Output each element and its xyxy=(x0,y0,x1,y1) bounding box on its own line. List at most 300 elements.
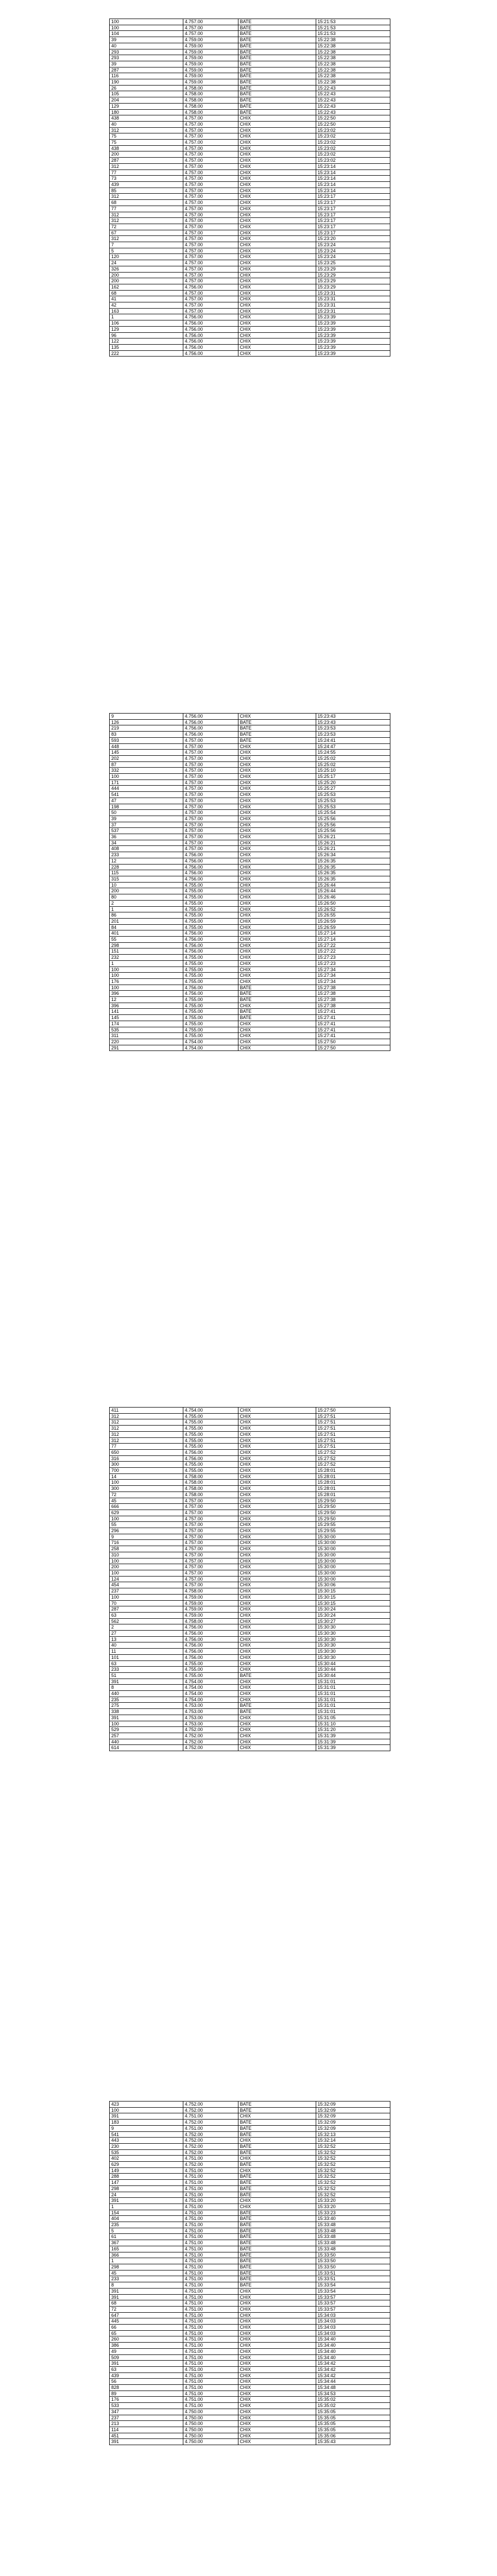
quantity-cell: 65 xyxy=(110,2330,183,2336)
table-row xyxy=(110,1015,390,1021)
venue-cell: CHIX xyxy=(238,858,316,864)
quantity-cell: 72 xyxy=(110,2306,183,2312)
table-row xyxy=(110,2210,390,2216)
venue-cell: CHIX xyxy=(238,272,316,278)
time-cell: 15:33:40 xyxy=(316,2216,390,2222)
venue-cell: CHIX xyxy=(238,296,316,302)
price-cell: 4.758.00 xyxy=(183,1486,238,1492)
venue-cell: CHIX xyxy=(238,260,316,266)
quantity-cell: 55 xyxy=(110,1522,183,1528)
table-row xyxy=(110,344,390,350)
quantity-cell: 287 xyxy=(110,1606,183,1613)
time-cell: 15:25:27 xyxy=(316,786,390,792)
table-row xyxy=(110,55,390,61)
time-cell: 15:24:41 xyxy=(316,737,390,743)
price-cell: 4.757.00 xyxy=(183,1498,238,1504)
quantity-cell: 116 xyxy=(110,73,183,79)
venue-cell: CHIX xyxy=(238,1691,316,1697)
quantity-cell: 162 xyxy=(110,284,183,290)
table-row xyxy=(110,2288,390,2294)
venue-cell: CHIX xyxy=(238,2403,316,2409)
table-row xyxy=(110,2102,390,2108)
table-row xyxy=(110,158,390,164)
venue-cell: CHIX xyxy=(238,1449,316,1455)
time-cell: 15:23:29 xyxy=(316,284,390,290)
venue-cell: CHIX xyxy=(238,888,316,894)
table-row xyxy=(110,1480,390,1486)
venue-cell: CHIX xyxy=(238,1419,316,1426)
quantity-cell: 298 xyxy=(110,942,183,948)
venue-cell: CHIX xyxy=(238,1679,316,1685)
price-cell: 4.758.00 xyxy=(183,109,238,115)
table-row xyxy=(110,2252,390,2258)
quantity-cell: 100 xyxy=(110,973,183,979)
time-cell: 15:33:54 xyxy=(316,2288,390,2294)
quantity-cell: 257 xyxy=(110,1733,183,1739)
price-cell: 4.757.00 xyxy=(183,737,238,743)
table-row xyxy=(110,290,390,296)
time-cell: 15:32:52 xyxy=(316,2143,390,2149)
table-row xyxy=(110,230,390,236)
table-row xyxy=(110,1642,390,1649)
quantity-cell: 104 xyxy=(110,31,183,37)
time-cell: 15:23:14 xyxy=(316,181,390,188)
time-cell: 15:23:29 xyxy=(316,278,390,284)
quantity-cell: 42 xyxy=(110,302,183,309)
price-cell: 4.756.00 xyxy=(183,942,238,948)
table-row xyxy=(110,2143,390,2149)
price-cell: 4.751.00 xyxy=(183,2300,238,2307)
time-cell: 15:35:43 xyxy=(316,2439,390,2445)
table-row xyxy=(110,2149,390,2156)
table-row xyxy=(110,743,390,750)
quantity-cell: 39 xyxy=(110,61,183,67)
quantity-cell: 8 xyxy=(110,1685,183,1691)
venue-cell: CHIX xyxy=(238,338,316,345)
table-row xyxy=(110,1672,390,1679)
time-cell: 15:27:41 xyxy=(316,1015,390,1021)
price-cell: 4.757.00 xyxy=(183,278,238,284)
table-row xyxy=(110,714,390,720)
table-row xyxy=(110,2167,390,2174)
table-row xyxy=(110,2348,390,2354)
price-cell: 4.758.00 xyxy=(183,1480,238,1486)
price-cell: 4.751.00 xyxy=(183,2318,238,2325)
time-cell: 15:32:52 xyxy=(316,2167,390,2174)
table-row xyxy=(110,1039,390,1045)
time-cell: 15:32:13 xyxy=(316,2131,390,2138)
time-cell: 15:22:43 xyxy=(316,85,390,91)
quantity-cell: 316 xyxy=(110,1455,183,1462)
time-cell: 15:21:53 xyxy=(316,25,390,31)
venue-cell: CHIX xyxy=(238,1636,316,1642)
venue-cell: BATE xyxy=(238,2174,316,2180)
venue-cell: CHIX xyxy=(238,194,316,200)
venue-cell: CHIX xyxy=(238,2348,316,2354)
table-row xyxy=(110,91,390,97)
venue-cell: CHIX xyxy=(238,955,316,961)
quantity-cell: 100 xyxy=(110,1516,183,1522)
quantity-cell: 232 xyxy=(110,955,183,961)
price-cell: 4.756.00 xyxy=(183,870,238,876)
table-row xyxy=(110,73,390,79)
price-cell: 4.753.00 xyxy=(183,1709,238,1715)
venue-cell: CHIX xyxy=(238,1594,316,1600)
price-cell: 4.753.00 xyxy=(183,1715,238,1721)
venue-cell: CHIX xyxy=(238,145,316,151)
price-cell: 4.756.00 xyxy=(183,858,238,864)
quantity-cell: 100 xyxy=(110,19,183,25)
price-cell: 4.752.00 xyxy=(183,2138,238,2144)
price-cell: 4.756.00 xyxy=(183,320,238,327)
price-cell: 4.756.00 xyxy=(183,284,238,290)
quantity-cell: 80 xyxy=(110,894,183,901)
venue-cell: CHIX xyxy=(238,792,316,798)
price-cell: 4.752.00 xyxy=(183,2149,238,2156)
price-cell: 4.753.00 xyxy=(183,1703,238,1709)
venue-cell: CHIX xyxy=(238,242,316,248)
venue-cell: CHIX xyxy=(238,942,316,948)
time-cell: 15:33:51 xyxy=(316,2276,390,2282)
venue-cell: CHIX xyxy=(238,2391,316,2397)
venue-cell: CHIX xyxy=(238,1045,316,1051)
time-cell: 15:23:17 xyxy=(316,218,390,224)
price-cell: 4.756.00 xyxy=(183,344,238,350)
quantity-cell: 233 xyxy=(110,2276,183,2282)
price-cell: 4.757.00 xyxy=(183,200,238,206)
time-cell: 15:29:50 xyxy=(316,1498,390,1504)
venue-cell: CHIX xyxy=(238,212,316,218)
quantity-cell: 85 xyxy=(110,188,183,194)
venue-cell: CHIX xyxy=(238,2300,316,2307)
time-cell: 15:35:02 xyxy=(316,2403,390,2409)
venue-cell: CHIX xyxy=(238,1473,316,1480)
table-row xyxy=(110,1462,390,1468)
quantity-cell: 235 xyxy=(110,1697,183,1703)
table-row xyxy=(110,955,390,961)
quantity-cell: 1 xyxy=(110,960,183,967)
venue-cell: BATE xyxy=(238,43,316,49)
price-cell: 4.755.00 xyxy=(183,1003,238,1009)
time-cell: 15:27:34 xyxy=(316,967,390,973)
price-cell: 4.757.00 xyxy=(183,810,238,816)
price-cell: 4.755.00 xyxy=(183,1431,238,1437)
price-cell: 4.756.00 xyxy=(183,991,238,997)
venue-cell: CHIX xyxy=(238,1431,316,1437)
table-row xyxy=(110,888,390,894)
time-cell: 15:25:20 xyxy=(316,779,390,786)
table-row xyxy=(110,2113,390,2120)
quantity-cell: 39 xyxy=(110,816,183,822)
quantity-cell: 366 xyxy=(110,2252,183,2258)
quantity-cell: 593 xyxy=(110,737,183,743)
time-cell: 15:21:53 xyxy=(316,31,390,37)
time-cell: 15:23:39 xyxy=(316,344,390,350)
venue-cell: CHIX xyxy=(238,948,316,955)
quantity-cell: 100 xyxy=(110,2107,183,2113)
quantity-cell: 83 xyxy=(110,732,183,738)
price-cell: 4.757.00 xyxy=(183,1516,238,1522)
table-row xyxy=(110,1721,390,1727)
quantity-cell: 200 xyxy=(110,1564,183,1570)
quantity-cell: 180 xyxy=(110,109,183,115)
venue-cell: CHIX xyxy=(238,804,316,810)
table-row xyxy=(110,1437,390,1444)
quantity-cell: 440 xyxy=(110,1739,183,1745)
quantity-cell: 440 xyxy=(110,1691,183,1697)
venue-cell: CHIX xyxy=(238,876,316,882)
price-cell: 4.751.00 xyxy=(183,2366,238,2372)
price-cell: 4.751.00 xyxy=(183,2343,238,2349)
venue-cell: BATE xyxy=(238,37,316,43)
quantity-cell: 220 xyxy=(110,1039,183,1045)
venue-cell: CHIX xyxy=(238,1667,316,1673)
venue-cell: CHIX xyxy=(238,852,316,858)
venue-cell: BATE xyxy=(238,2240,316,2246)
time-cell: 15:31:01 xyxy=(316,1685,390,1691)
table-row xyxy=(110,2361,390,2367)
time-cell: 15:32:09 xyxy=(316,2102,390,2108)
table-row xyxy=(110,804,390,810)
quantity-cell: 101 xyxy=(110,1654,183,1660)
venue-cell: CHIX xyxy=(238,1715,316,1721)
price-cell: 4.759.00 xyxy=(183,37,238,43)
price-cell: 4.757.00 xyxy=(183,822,238,828)
table-row xyxy=(110,2385,390,2391)
table-row xyxy=(110,1612,390,1618)
trade-table-body xyxy=(110,19,390,357)
table-row xyxy=(110,140,390,146)
venue-cell: CHIX xyxy=(238,822,316,828)
table-row xyxy=(110,852,390,858)
quantity-cell: 12 xyxy=(110,858,183,864)
quantity-cell: 10 xyxy=(110,882,183,888)
venue-cell: CHIX xyxy=(238,2325,316,2331)
time-cell: 15:28:01 xyxy=(316,1468,390,1474)
price-cell: 4.757.00 xyxy=(183,248,238,254)
time-cell: 15:32:52 xyxy=(316,2149,390,2156)
table-row xyxy=(110,967,390,973)
price-cell: 4.756.00 xyxy=(183,314,238,320)
time-cell: 15:28:01 xyxy=(316,1480,390,1486)
venue-cell: CHIX xyxy=(238,308,316,314)
quantity-cell: 391 xyxy=(110,1715,183,1721)
time-cell: 15:23:17 xyxy=(316,206,390,212)
venue-cell: BATE xyxy=(238,2102,316,2108)
price-cell: 4.755.00 xyxy=(183,997,238,1003)
table-row xyxy=(110,1715,390,1721)
quantity-cell: 165 xyxy=(110,2246,183,2252)
quantity-cell: 63 xyxy=(110,2366,183,2372)
table-row xyxy=(110,798,390,804)
quantity-cell: 312 xyxy=(110,127,183,133)
venue-cell: CHIX xyxy=(238,206,316,212)
quantity-cell: 40 xyxy=(110,1642,183,1649)
table-row xyxy=(110,2427,390,2433)
time-cell: 15:31:20 xyxy=(316,1727,390,1733)
table-row xyxy=(110,1426,390,1432)
price-cell: 4.757.00 xyxy=(183,290,238,296)
time-cell: 15:27:51 xyxy=(316,1444,390,1450)
table-row xyxy=(110,1413,390,1419)
quantity-cell: 72 xyxy=(110,224,183,230)
table-row xyxy=(110,1021,390,1027)
price-cell: 4.751.00 xyxy=(183,2312,238,2318)
time-cell: 15:34:03 xyxy=(316,2330,390,2336)
time-cell: 15:30:30 xyxy=(316,1649,390,1655)
table-row xyxy=(110,779,390,786)
price-cell: 4.756.00 xyxy=(183,948,238,955)
price-cell: 4.756.00 xyxy=(183,725,238,732)
venue-cell: CHIX xyxy=(238,1498,316,1504)
price-cell: 4.757.00 xyxy=(183,840,238,846)
time-cell: 15:29:50 xyxy=(316,1516,390,1522)
time-cell: 15:22:43 xyxy=(316,109,390,115)
time-cell: 15:33:48 xyxy=(316,2228,390,2234)
table-row xyxy=(110,1606,390,1613)
quantity-cell: 326 xyxy=(110,266,183,272)
price-cell: 4.757.00 xyxy=(183,1582,238,1588)
table-row xyxy=(110,1570,390,1576)
quantity-cell: 230 xyxy=(110,2143,183,2149)
venue-cell: BATE xyxy=(238,2180,316,2186)
price-cell: 4.756.00 xyxy=(183,985,238,991)
table-row xyxy=(110,1558,390,1564)
price-cell: 4.757.00 xyxy=(183,296,238,302)
quantity-cell: 541 xyxy=(110,2131,183,2138)
price-cell: 4.757.00 xyxy=(183,1552,238,1558)
time-cell: 15:26:35 xyxy=(316,876,390,882)
quantity-cell: 537 xyxy=(110,828,183,834)
price-cell: 4.750.00 xyxy=(183,2421,238,2427)
venue-cell: CHIX xyxy=(238,743,316,750)
time-cell: 15:23:43 xyxy=(316,719,390,725)
price-cell: 4.757.00 xyxy=(183,1540,238,1546)
price-cell: 4.751.00 xyxy=(183,2325,238,2331)
quantity-cell: 293 xyxy=(110,49,183,55)
venue-cell: CHIX xyxy=(238,1462,316,1468)
table-row xyxy=(110,1733,390,1739)
quantity-cell: 402 xyxy=(110,2156,183,2162)
price-cell: 4.756.00 xyxy=(183,930,238,937)
venue-cell: CHIX xyxy=(238,973,316,979)
time-cell: 15:24:55 xyxy=(316,750,390,756)
venue-cell: CHIX xyxy=(238,181,316,188)
time-cell: 15:34:48 xyxy=(316,2385,390,2391)
time-cell: 15:23:43 xyxy=(316,714,390,720)
venue-cell: CHIX xyxy=(238,967,316,973)
venue-cell: CHIX xyxy=(238,1618,316,1624)
table-row xyxy=(110,1468,390,1474)
table-row xyxy=(110,2325,390,2331)
venue-cell: CHIX xyxy=(238,140,316,146)
venue-cell: CHIX xyxy=(238,224,316,230)
time-cell: 15:31:01 xyxy=(316,1691,390,1697)
time-cell: 15:30:30 xyxy=(316,1654,390,1660)
table-row xyxy=(110,1727,390,1733)
table-row xyxy=(110,170,390,176)
quantity-cell: 72 xyxy=(110,1492,183,1498)
table-row xyxy=(110,2228,390,2234)
time-cell: 15:23:31 xyxy=(316,308,390,314)
venue-cell: BATE xyxy=(238,109,316,115)
venue-cell: BATE xyxy=(238,2210,316,2216)
quantity-cell: 61 xyxy=(110,2234,183,2240)
venue-cell: CHIX xyxy=(238,1564,316,1570)
table-row xyxy=(110,774,390,780)
venue-cell: CHIX xyxy=(238,127,316,133)
price-cell: 4.755.00 xyxy=(183,888,238,894)
time-cell: 15:33:50 xyxy=(316,2264,390,2270)
quantity-cell: 100 xyxy=(110,774,183,780)
table-row xyxy=(110,254,390,260)
price-cell: 4.757.00 xyxy=(183,1504,238,1510)
price-cell: 4.756.00 xyxy=(183,1449,238,1455)
venue-cell: BATE xyxy=(238,2258,316,2264)
table-row xyxy=(110,1697,390,1703)
price-cell: 4.751.00 xyxy=(183,2282,238,2289)
quantity-cell: 237 xyxy=(110,2415,183,2421)
time-cell: 15:28:01 xyxy=(316,1492,390,1498)
price-cell: 4.752.00 xyxy=(183,1727,238,1733)
price-cell: 4.759.00 xyxy=(183,1606,238,1613)
venue-cell: BATE xyxy=(238,2264,316,2270)
quantity-cell: 147 xyxy=(110,2180,183,2186)
table-row xyxy=(110,2403,390,2409)
venue-cell: CHIX xyxy=(238,2318,316,2325)
table-row xyxy=(110,326,390,332)
table-row xyxy=(110,133,390,140)
table-row xyxy=(110,1449,390,1455)
quantity-cell: 37 xyxy=(110,822,183,828)
quantity-cell: 41 xyxy=(110,296,183,302)
price-cell: 4.757.00 xyxy=(183,127,238,133)
table-row xyxy=(110,930,390,937)
table-row xyxy=(110,1709,390,1715)
table-row xyxy=(110,1588,390,1595)
time-cell: 15:32:09 xyxy=(316,2107,390,2113)
venue-cell: CHIX xyxy=(238,254,316,260)
venue-cell: BATE xyxy=(238,73,316,79)
venue-cell: CHIX xyxy=(238,1486,316,1492)
time-cell: 15:32:14 xyxy=(316,2138,390,2144)
venue-cell: CHIX xyxy=(238,1606,316,1613)
table-row xyxy=(110,2204,390,2210)
price-cell: 4.756.00 xyxy=(183,338,238,345)
quantity-cell: 39 xyxy=(110,37,183,43)
venue-cell: CHIX xyxy=(238,1027,316,1033)
quantity-cell: 96 xyxy=(110,332,183,338)
time-cell: 15:22:38 xyxy=(316,67,390,73)
time-cell: 15:32:52 xyxy=(316,2192,390,2198)
quantity-cell: 1 xyxy=(110,906,183,912)
table-row xyxy=(110,2222,390,2228)
price-cell: 4.751.00 xyxy=(183,2379,238,2385)
table-row xyxy=(110,2372,390,2379)
price-cell: 4.757.00 xyxy=(183,1546,238,1552)
price-cell: 4.757.00 xyxy=(183,206,238,212)
price-cell: 4.757.00 xyxy=(183,1558,238,1564)
quantity-cell: 213 xyxy=(110,2421,183,2427)
price-cell: 4.751.00 xyxy=(183,2113,238,2120)
venue-cell: CHIX xyxy=(238,761,316,768)
time-cell: 15:26:52 xyxy=(316,906,390,912)
table-row xyxy=(110,2198,390,2204)
time-cell: 15:25:10 xyxy=(316,768,390,774)
time-cell: 15:26:21 xyxy=(316,834,390,840)
price-cell: 4.751.00 xyxy=(183,2361,238,2367)
venue-cell: CHIX xyxy=(238,1588,316,1595)
